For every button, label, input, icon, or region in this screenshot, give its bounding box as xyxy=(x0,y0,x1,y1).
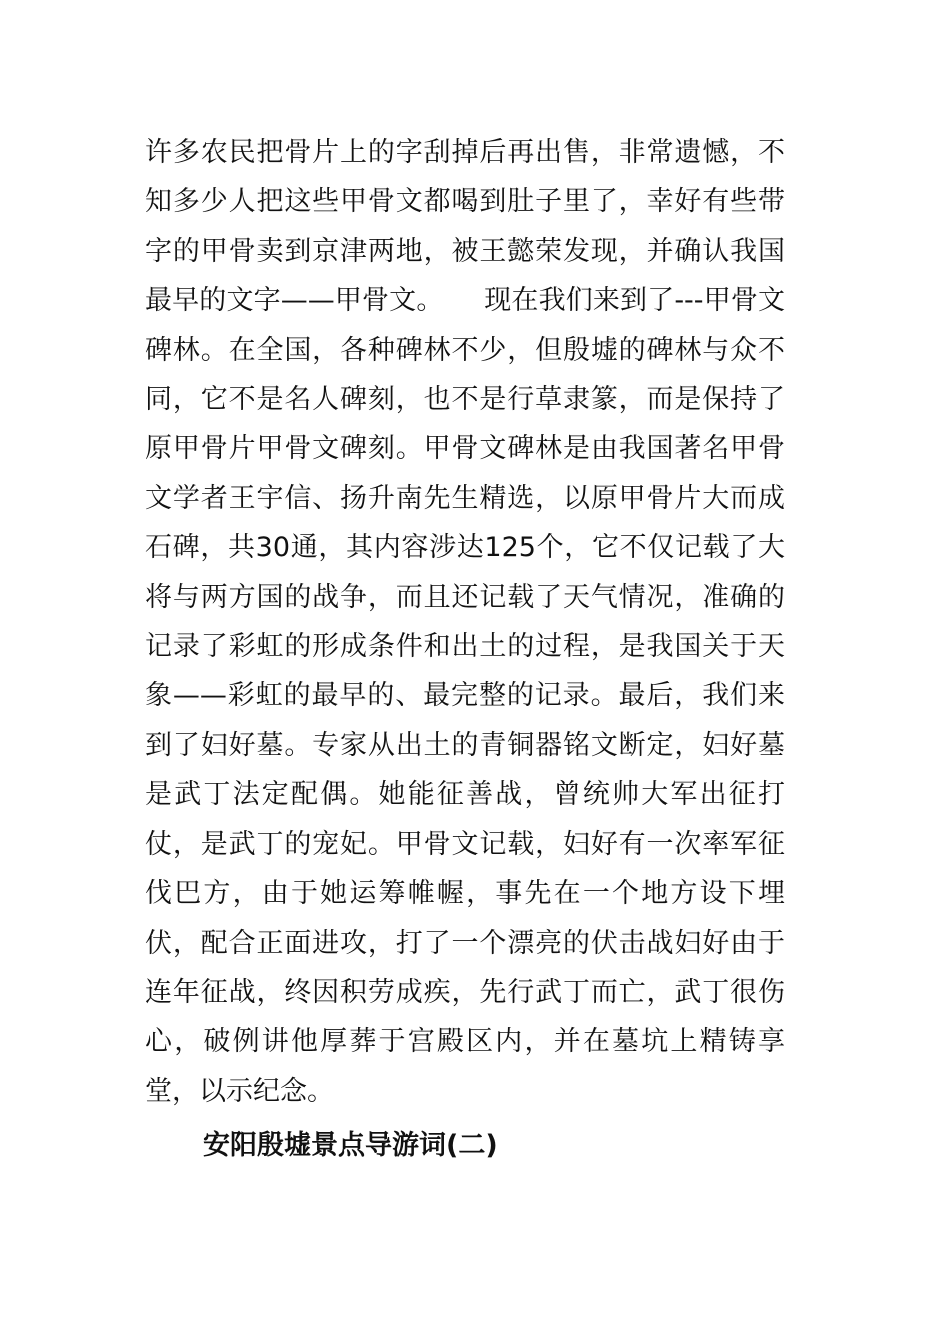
section-heading: 安阳殷墟景点导游词(二) xyxy=(203,1130,498,1161)
body-paragraph: 许多农民把骨片上的字刮掉后再出售，非常遗憾，不知多少人把这些甲骨文都喝到肚子里了，幸好有些带字的甲骨卖到京津两地，被王懿荣发现，并确认我国最早的文字——甲骨文。 现在我们来到了---甲骨文碑林。在全国，各种碑林不少，但殷墟的碑林与众不同，它不是名人碑刻，也不是行草隶篆，而是保持了原甲骨片甲骨文碑刻。甲骨文碑林是由我国著名甲骨文学者王宇信、扬升南先生精选，以原甲骨片大而成石碑，共30通，其内容涉达125个，它不仅记载了大将与两方国的战争，而且还记载了天气情况，准确的记录了彩虹的形成条件和出土的过程，是我国关于天象——彩虹的最早的、最完整的记录。最后，我们来到了妇好墓。专家从出土的青铜器铭文断定，妇好墓是武丁法定配偶。她能征善战，曾统帅大军出征打仗，是武丁的宠妃。甲骨文记载，妇好有一次率军征伐巴方，由于她运筹帷幄，事先在一个地方设下埋伏，配合正面进攻，打了一个漂亮的伏击战妇好由于连年征战，终因积劳成疾，先行武丁而亡，武丁很伤心，破例讲他厚葬于宫殿区内，并在墓坑上精铸享堂，以示纪念。 xyxy=(145,137,785,1107)
